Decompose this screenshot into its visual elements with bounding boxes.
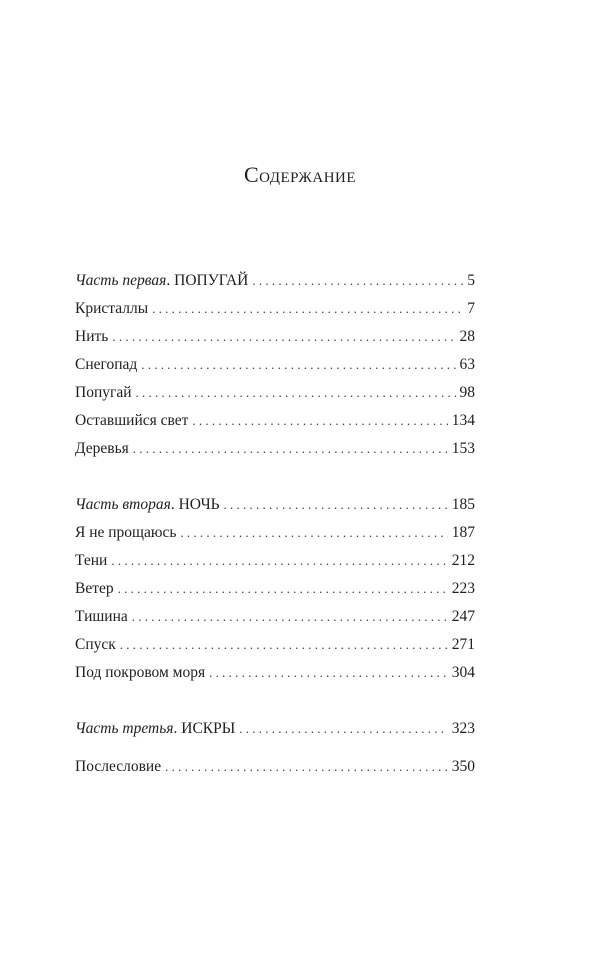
- toc-part-heading[interactable]: Часть первая. ПОПУГАЙ . . . 5: [75, 267, 475, 295]
- toc-part-2: [75, 491, 475, 687]
- part-name: ПОПУГАЙ: [174, 272, 249, 289]
- chapter-title: Послесловие: [75, 758, 162, 775]
- chapter-title: Нить: [75, 328, 109, 345]
- dot-leader: [112, 323, 455, 351]
- toc-part-1: [75, 267, 475, 463]
- page-number: 5: [467, 272, 475, 289]
- chapter-title: Деревья: [75, 440, 129, 457]
- dot-leader: [132, 603, 448, 631]
- toc-entry[interactable]: [75, 295, 475, 323]
- dot-leader: [152, 295, 463, 323]
- toc-entry[interactable]: [75, 547, 475, 575]
- page-number: 323: [451, 720, 475, 737]
- page-number: 304: [451, 664, 475, 681]
- toc-part-heading[interactable]: Часть третья. ИСКРЫ . . . 323: [75, 715, 475, 743]
- part-name: ИСКРЫ: [181, 720, 236, 737]
- toc-entry[interactable]: [75, 603, 475, 631]
- chapter-title: Я не прощаюсь: [75, 524, 177, 541]
- chapter-title: Ветер: [75, 580, 114, 597]
- toc-entry[interactable]: [75, 379, 475, 407]
- page-number: 7: [467, 300, 475, 317]
- page-number: 98: [459, 384, 475, 401]
- dot-leader: [118, 575, 448, 603]
- dot-leader: [192, 407, 447, 435]
- dot-leader: [133, 435, 448, 463]
- toc-entry[interactable]: [75, 407, 475, 435]
- toc-entry[interactable]: [75, 351, 475, 379]
- chapter-title: Кристаллы: [75, 300, 149, 317]
- dot-leader: [111, 547, 447, 575]
- toc-entry[interactable]: [75, 435, 475, 463]
- part-prefix: Часть вторая: [75, 496, 171, 513]
- dot-leader: [209, 659, 448, 687]
- chapter-title: Тени: [75, 552, 108, 569]
- page-number: 271: [451, 636, 475, 653]
- page-number: 153: [451, 440, 475, 457]
- toc-entry[interactable]: [75, 575, 475, 603]
- part-prefix: Часть третья: [75, 720, 174, 737]
- page-number: 28: [459, 328, 475, 345]
- dot-leader: [141, 351, 455, 379]
- part-name: НОЧЬ: [178, 496, 220, 513]
- dot-leader: [224, 491, 448, 519]
- dot-leader: [239, 715, 447, 743]
- chapter-title: Тишина: [75, 608, 128, 625]
- page-number: 212: [451, 552, 475, 569]
- page-number: 185: [451, 496, 475, 513]
- chapter-title: Под покровом моря: [75, 664, 206, 681]
- page-number: 134: [451, 412, 475, 429]
- toc-entry[interactable]: [75, 659, 475, 687]
- table-of-contents: [75, 267, 475, 781]
- dot-leader: [165, 753, 448, 781]
- page-number: 223: [451, 580, 475, 597]
- chapter-title: Оставшийся свет: [75, 412, 189, 429]
- dot-leader: [136, 379, 456, 407]
- toc-entry[interactable]: [75, 323, 475, 351]
- chapter-title: Снегопад: [75, 356, 138, 373]
- toc-part-3: [75, 715, 475, 781]
- part-prefix: Часть первая: [75, 272, 167, 289]
- toc-part-heading[interactable]: Часть вторая. НОЧЬ . . . 185: [75, 491, 475, 519]
- page-number: 63: [459, 356, 475, 373]
- toc-afterword[interactable]: [75, 753, 475, 781]
- chapter-title: Попугай: [75, 384, 132, 401]
- toc-entry[interactable]: [75, 631, 475, 659]
- dot-leader: [120, 631, 448, 659]
- page-title: Содержание: [243, 162, 357, 187]
- page-number: 187: [451, 524, 475, 541]
- dot-leader: [180, 519, 447, 547]
- page-number: 247: [451, 608, 475, 625]
- page-number: 350: [451, 758, 475, 775]
- dot-leader: [252, 267, 463, 295]
- toc-entry[interactable]: [75, 519, 475, 547]
- chapter-title: Спуск: [75, 636, 116, 653]
